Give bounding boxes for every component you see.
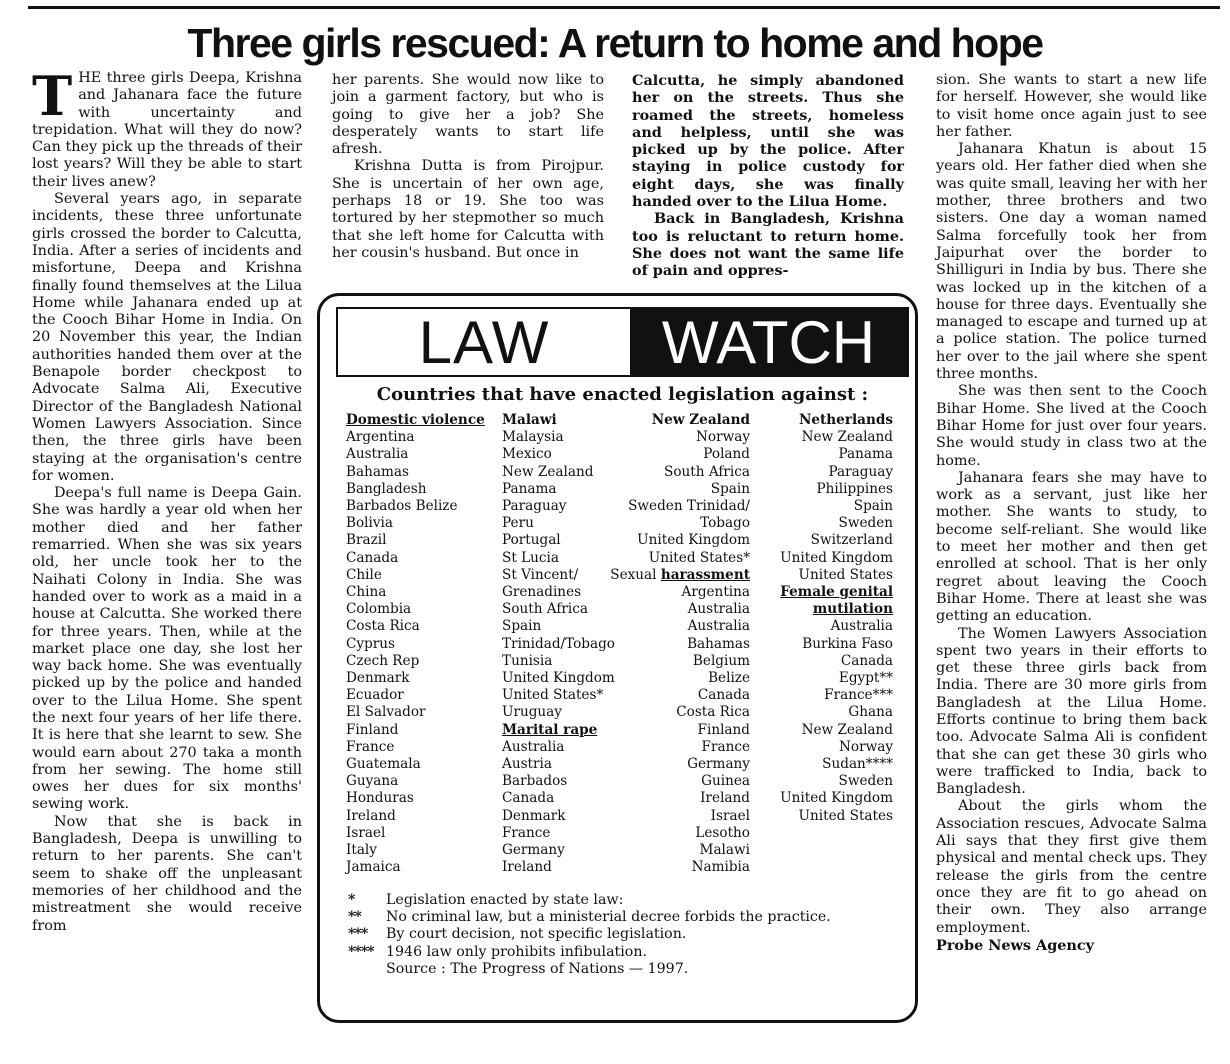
- country-item: Netherlands: [798, 412, 893, 428]
- country-item: France: [502, 824, 551, 841]
- country-item: United States*: [648, 549, 750, 566]
- paragraph-text: HE three girls Deepa, Krishna and Jahanara face the future with uncertainty and trepidation. What will they do now? Can they pick up the threads of their lost years? Will they be able to start their lives anew?: [32, 70, 302, 190]
- country-item: France: [701, 738, 750, 755]
- country-item: Spain: [502, 618, 542, 635]
- country-item: Bangladesh: [346, 480, 427, 497]
- country-item: Sudan****: [822, 756, 893, 773]
- country-item: France***: [824, 687, 893, 704]
- category-heading: Domestic violence: [346, 412, 485, 428]
- country-item: Bahamas: [346, 463, 409, 480]
- paragraph: Deepa's full name is Deepa Gain. She was hardly a year old when her mother died and her father remarried. When she was six years old, her uncle took her to the Naihati Colony in India. She was handed over to work as a maid in a house at Calcutta. She worked there for three years. Then, while at the market place one day, she lost her way back home. She was eventually picked up by the police and handed over to the Lilua Home. She spent the next four years of her life there. It is here that she learnt to sew. She would earn about 270 taka a month from her sewing. The home still owes her dues for six months' sewing work.: [32, 485, 302, 813]
- country-item: Costa Rica: [676, 704, 750, 721]
- footnote-mark: *: [348, 892, 355, 908]
- country-item: Honduras: [346, 790, 414, 807]
- country-item: Czech Rep: [346, 652, 420, 669]
- country-item: New Zealand: [801, 429, 893, 446]
- country-item: Germany: [502, 842, 565, 859]
- country-item: Australia: [830, 618, 893, 635]
- country-item: Burkina Faso: [802, 635, 893, 652]
- paragraph: She was then sent to the Cooch Bihar Home. She lived at the Cooch Bihar Home for just over four years. She would study in class two at the home.: [936, 383, 1207, 469]
- country-item: Colombia: [346, 601, 412, 618]
- country-item: Finland: [346, 721, 399, 738]
- paragraph: Jahanara fears she may have to work as a servant, just like her mother. She wants to study, to become self-reliant. She would like to meet her mother and then get enrolled at school. That is her only regret about leaving the Cooch Bihar Home. There at least she was getting an education.: [936, 469, 1207, 625]
- country-item: Ireland: [700, 790, 750, 807]
- law-label: LAW: [418, 308, 550, 376]
- footnote: [348, 909, 893, 926]
- country-item: Jamaica: [346, 859, 401, 876]
- country-item: El Salvador: [346, 704, 426, 721]
- country-item: Israel: [346, 824, 386, 841]
- category-heading: [598, 567, 750, 584]
- country-item: Australia: [502, 738, 565, 755]
- country-item: Grenadines: [502, 584, 582, 601]
- country-item: Mexico: [502, 446, 552, 463]
- category-heading-text: harassment: [660, 566, 750, 583]
- country-item: Malawi: [699, 842, 750, 859]
- paragraph: Calcutta, he simply abandoned her on the streets. Thus she roamed the streets, homeless and helpless, until she was picked up by the police. After staying in police custody for eight days, she was finally handed over to the Lilua Home.: [632, 72, 904, 211]
- category-heading: Female genital: [780, 584, 893, 601]
- country-item: Guinea: [701, 773, 750, 790]
- legislation-column-3: [598, 412, 750, 876]
- country-item: Sweden: [838, 773, 893, 790]
- country-item: Israel: [710, 807, 750, 824]
- country-item: Sweden: [838, 515, 893, 532]
- footnote-mark: ***: [348, 926, 368, 943]
- country-item: Australia: [346, 446, 409, 463]
- paragraph: Jahanara Khatun is about 15 years old. Her father died when she was quite small, leaving her with her mother, three brothers and two sisters. One day a woman named Salma forcefully took her from Jaipurhat over the border to Shilliguri in India by bus. There she was locked up in the kitchen of a house for three days. Eventually she managed to escape and turned up at a police station. The police turned her over to the jail where she spent three months.: [936, 141, 1207, 383]
- country-item: United Kingdom: [780, 549, 893, 566]
- country-item: United States*: [502, 687, 604, 704]
- article-column-3: [632, 72, 904, 280]
- byline: Probe News Agency: [936, 936, 1095, 954]
- country-item: Belize: [708, 670, 750, 687]
- country-item: South Africa: [664, 463, 750, 480]
- country-item: Australia: [687, 601, 750, 618]
- country-item: Portugal: [502, 532, 561, 549]
- footnote-text: By court decision, not specific legislation.: [386, 926, 687, 943]
- country-item: Canada: [502, 790, 555, 807]
- paragraph: Krishna Dutta is from Pirojpur. She is uncertain of her own age, perhaps 18 or 19. She too was tortured by her stepmother so much that she left home for Calcutta with her cousin's husband. But once in: [332, 158, 604, 261]
- country-item: Ecuador: [346, 687, 404, 704]
- country-item: Paraguay: [502, 498, 567, 515]
- country-item: Ireland: [346, 807, 396, 824]
- paragraph: [32, 64, 302, 191]
- country-item: Argentina: [681, 584, 750, 601]
- country-item: Denmark: [346, 670, 410, 687]
- country-item: United States: [798, 566, 893, 583]
- country-item: Spain: [853, 498, 893, 515]
- paragraph: Back in Bangladesh, Krishna too is reluctant to return home. She does not want the same life of pain and oppres-: [632, 210, 904, 280]
- country-item: Finland: [697, 721, 750, 738]
- country-item: Canada: [697, 687, 750, 704]
- country-item: Ireland: [502, 859, 552, 876]
- country-item: Denmark: [502, 807, 566, 824]
- category-heading: Marital rape: [502, 721, 598, 738]
- law-watch-subtitle: Countries that have enacted legislation against :: [376, 384, 869, 405]
- country-item: Costa Rica: [346, 618, 420, 635]
- country-item: Switzerland: [810, 532, 893, 549]
- country-item: Belgium: [692, 652, 750, 669]
- country-item: Brazil: [346, 532, 387, 549]
- country-item: St Lucia: [502, 549, 559, 566]
- country-item: Argentina: [346, 429, 415, 446]
- country-item: Poland: [703, 446, 750, 463]
- country-item: Panama: [838, 446, 893, 463]
- article-column-2: [332, 72, 604, 262]
- country-item: Barbados: [502, 773, 568, 790]
- footnote-text: No criminal law, but a ministerial decree forbids the practice.: [386, 909, 831, 926]
- country-item: Uruguay: [502, 704, 562, 721]
- country-item: Tobago: [700, 515, 750, 532]
- category-heading: mutilation: [812, 601, 893, 618]
- country-item: New Zealand: [502, 463, 594, 480]
- country-item: Malaysia: [502, 429, 564, 446]
- article-column-1: [32, 64, 302, 935]
- legislation-column-1: [346, 412, 496, 876]
- paragraph: The Women Lawyers Association spent two years in their efforts to get these three girls back from India. There are 30 more girls from Bangladesh at the Lilua Home. Efforts continue to bring them back too. Advocate Salma Ali is confident that she can get these 30 girls who were trafficked to India, back to Bangladesh.: [936, 625, 1207, 798]
- headline: Three girls rescued: A return to home and hope: [187, 20, 1043, 66]
- country-item: United Kingdom: [780, 790, 893, 807]
- country-item: Canada: [346, 549, 399, 566]
- footnote: [348, 892, 893, 909]
- country-heading: Malawi: [502, 412, 557, 428]
- country-item: Bolivia: [346, 515, 394, 532]
- paragraph: her parents. She would now like to join a garment factory, but who is going to give her a job? She desperately wants to start life afresh.: [332, 72, 604, 158]
- country-item: United States: [798, 807, 893, 824]
- country-item: Chile: [346, 566, 382, 583]
- country-item: New Zealand: [651, 412, 750, 428]
- country-item: Lesotho: [695, 824, 750, 841]
- drop-cap: T: [32, 64, 73, 128]
- legislation-column-4: [756, 412, 893, 825]
- country-item: Bahamas: [687, 635, 750, 652]
- country-item: St Vincent/: [502, 566, 579, 583]
- country-item: Peru: [502, 515, 534, 532]
- country-item: Italy: [346, 842, 377, 859]
- country-item: Panama: [502, 480, 557, 497]
- footnote-mark: **: [348, 909, 361, 926]
- country-item: South Africa: [502, 601, 588, 618]
- paragraph: Several years ago, in separate incidents, these three unfortunate girls crossed the border to Calcutta, India. After a series of incidents and misfortune, Deepa and Krishna finally found themselves at the Lilua Home while Jahanara ended up at the Cooch Bihar Home in India. On 20 November this year, the Indian authorities handed them over at the Benapole border checkpost to Advocate Salma Ali, Executive Director of the Bangladesh National Women Lawyers Association. Since then, the three girls have been staying at the organisation's centre for women.: [32, 191, 302, 484]
- country-item: Philippines: [816, 480, 893, 497]
- footnote-text: Legislation enacted by state law:: [386, 892, 624, 908]
- country-item: Tunisia: [502, 652, 553, 669]
- country-item: Guyana: [346, 773, 399, 790]
- country-item: Germany: [687, 756, 750, 773]
- country-item: France: [346, 738, 395, 755]
- country-item: China: [346, 584, 387, 601]
- article-column-4: [936, 72, 1207, 954]
- country-item: Norway: [696, 429, 750, 446]
- country-item: Canada: [840, 652, 893, 669]
- country-item: Spain: [710, 480, 750, 497]
- category-prefix: Sexual: [610, 566, 661, 583]
- country-item: Paraguay: [828, 463, 893, 480]
- country-item: Guatemala: [346, 756, 421, 773]
- footnote-text: 1946 law only prohibits infibulation.: [386, 943, 647, 960]
- country-item: Ghana: [848, 704, 893, 721]
- country-item: Australia: [687, 618, 750, 635]
- watch-label: WATCH: [630, 309, 907, 375]
- top-rule: [28, 6, 1220, 9]
- country-item: United Kingdom: [502, 670, 615, 687]
- law-watch-banner: [336, 307, 909, 377]
- paragraph: About the girls whom the Association rescues, Advocate Salma Ali says that they first give them physical and mental check ups. They release the girls from the centre once they are fit to go ahead on their own. They also arrange employment.: [936, 798, 1207, 936]
- footnotes: [348, 892, 893, 978]
- paragraph: sion. She wants to start a new life for herself. However, she would like to visit home once again just to see her father.: [936, 72, 1207, 140]
- country-item: Barbados Belize: [346, 498, 458, 515]
- country-item: Sweden Trinidad/: [628, 498, 750, 515]
- country-item: Trinidad/Tobago: [502, 635, 615, 652]
- country-item: Namibia: [691, 859, 750, 876]
- country-item: Austria: [502, 756, 552, 773]
- paragraph: Now that she is back in Bangladesh, Deepa is unwilling to return to her parents. She can't seem to shake off the unpleasant memories of her childhood and the mistreatment she would receive from: [32, 813, 302, 934]
- footnote-mark: ****: [348, 943, 374, 960]
- country-item: United Kingdom: [637, 532, 750, 549]
- country-item: Norway: [839, 738, 893, 755]
- country-item: New Zealand: [801, 721, 893, 738]
- source-note: Source : The Progress of Nations — 1997.: [386, 960, 689, 977]
- country-item: Egypt**: [838, 670, 893, 687]
- footnote: [348, 944, 893, 961]
- country-item: Cyprus: [346, 635, 396, 652]
- footnote: [348, 926, 893, 943]
